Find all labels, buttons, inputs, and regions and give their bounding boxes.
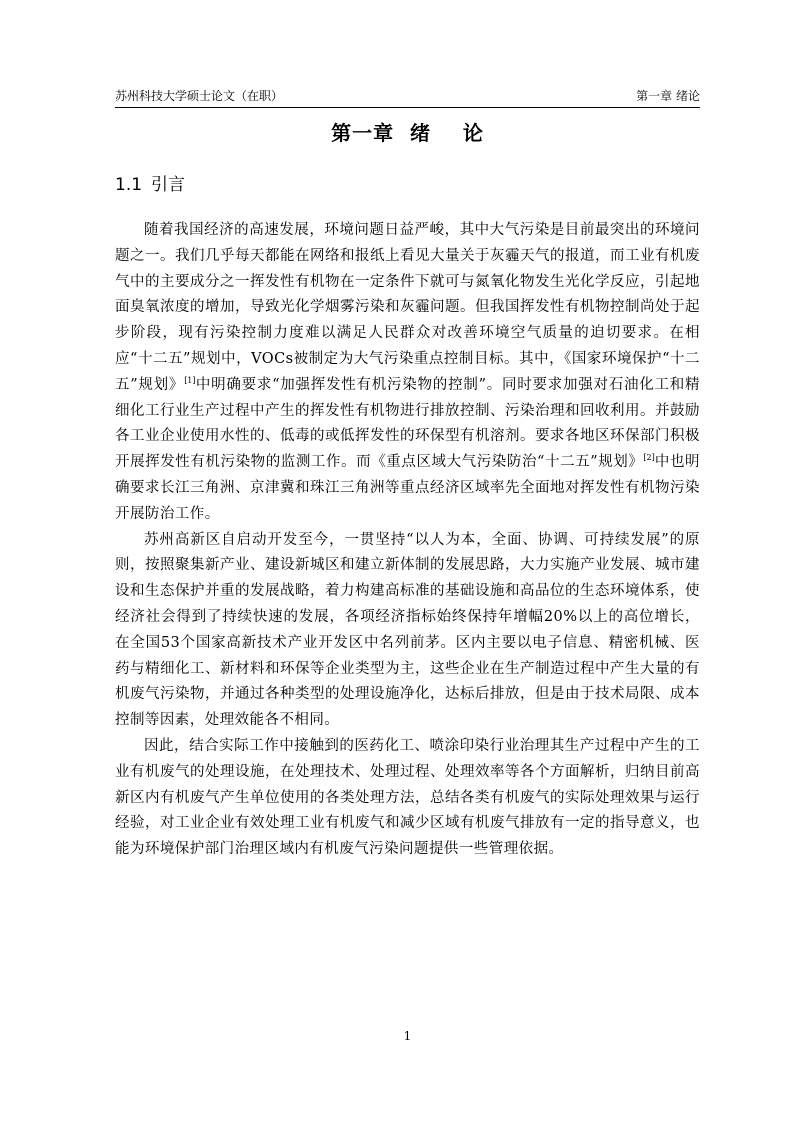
paragraph-3: 因此，结合实际工作中接触到的医药化工、喷涂印染行业治理其生产过程中产生的工业有机废气的处理设施，在处理技术、处理过程、处理效率等各个方面解析，归纳目前高新区内有机废气产生单位使用的各类处理方法，总结各类有机废气的实际处理效果与运行经验，对工业企业有效处理工业有机废气和减少区域有机废气排放有一定的指导意义，也能为环境保护部门治理区域内有机废气污染问题提供一些管理依据。 xyxy=(115,737,700,858)
header-thesis-title: 苏州科技大学硕士论文（在职） xyxy=(115,89,284,103)
paragraph-1-part-c: 中也明确要求长江三角洲、京津冀和珠江三角洲等重点经济区域率先全面地对挥发性有机物污染开展防治工作。 xyxy=(115,454,700,522)
paragraph-2: 苏州高新区自启动开发至今，一贯坚持“以人为本，全面、协调、可持续发展”的原则，按照聚集新产业、建设新城区和建立新体制的发展思路，大力实施产业发展、城市建设和生态保护并重的发展战略，着力构建高标准的基础设施和高品位的生态环境体系，使经济社会得到了持续快速的发展，各项经济指标始终保持年增幅20%以上的高位增长，在全国53个国家高新技术产业开发区中名列前茅。区内主要以电子信息、精密机械、医药与精细化工、新材料和环保等企业类型为主，这些企业在生产制造过程中产生大量的有机废气污染物，并通过各种类型的处理设施净化，达标后排放，但是由于技术局限、成本控制等因素，处理效能各不相同。 xyxy=(115,531,700,729)
citation-ref-1: [1] xyxy=(184,375,196,385)
body-text xyxy=(115,218,700,863)
header-divider xyxy=(115,107,700,108)
paragraph-1 xyxy=(115,218,700,528)
section-heading xyxy=(115,172,185,198)
running-header xyxy=(115,86,700,106)
chapter-title: 第一章 绪 论 xyxy=(331,121,484,145)
page-number: 1 xyxy=(403,1029,412,1043)
paragraph-1-part-a: 随着我国经济的高速发展，环境问题日益严峻，其中大气污染是目前最突出的环境问题之一。我们几乎每天都能在网络和报纸上看见大量关于灰霾天气的报道，而工业有机废气中的主要成分之一挥发性有机物在一定条件下就可与氮氧化物发生光化学反应，引起地面臭氧浓度的增加，导致光化学烟雾污染和灰霾问题。但我国挥发性有机物控制尚处于起步阶段，现有污染控制力度难以满足人民群众对改善环境空气质量的迫切要求。在相应“十二五”规划中，VOCs被制定为大气污染重点控制目标。其中，《国家环境保护“十二五”规划》 xyxy=(115,222,700,393)
header-chapter-name: 第一章 绪论 xyxy=(636,89,700,103)
section-number: 1.1 xyxy=(115,175,143,195)
paragraph-1-part-b: 中明确要求“加强挥发性有机污染物的控制”。同时要求加强对石油化工和精细化工行业生产过程中产生的挥发性有机物进行排放控制、污染治理和回收利用。并鼓励各工业企业使用水性的、低毒的或低挥发性的环保型有机溶剂。要求各地区环保部门积极开展挥发性有机污染物的监测工作。而《重点区域大气污染防治“十二五”规划》 xyxy=(115,376,700,471)
section-title: 引言 xyxy=(151,175,186,195)
citation-ref-2: [2] xyxy=(643,453,655,463)
